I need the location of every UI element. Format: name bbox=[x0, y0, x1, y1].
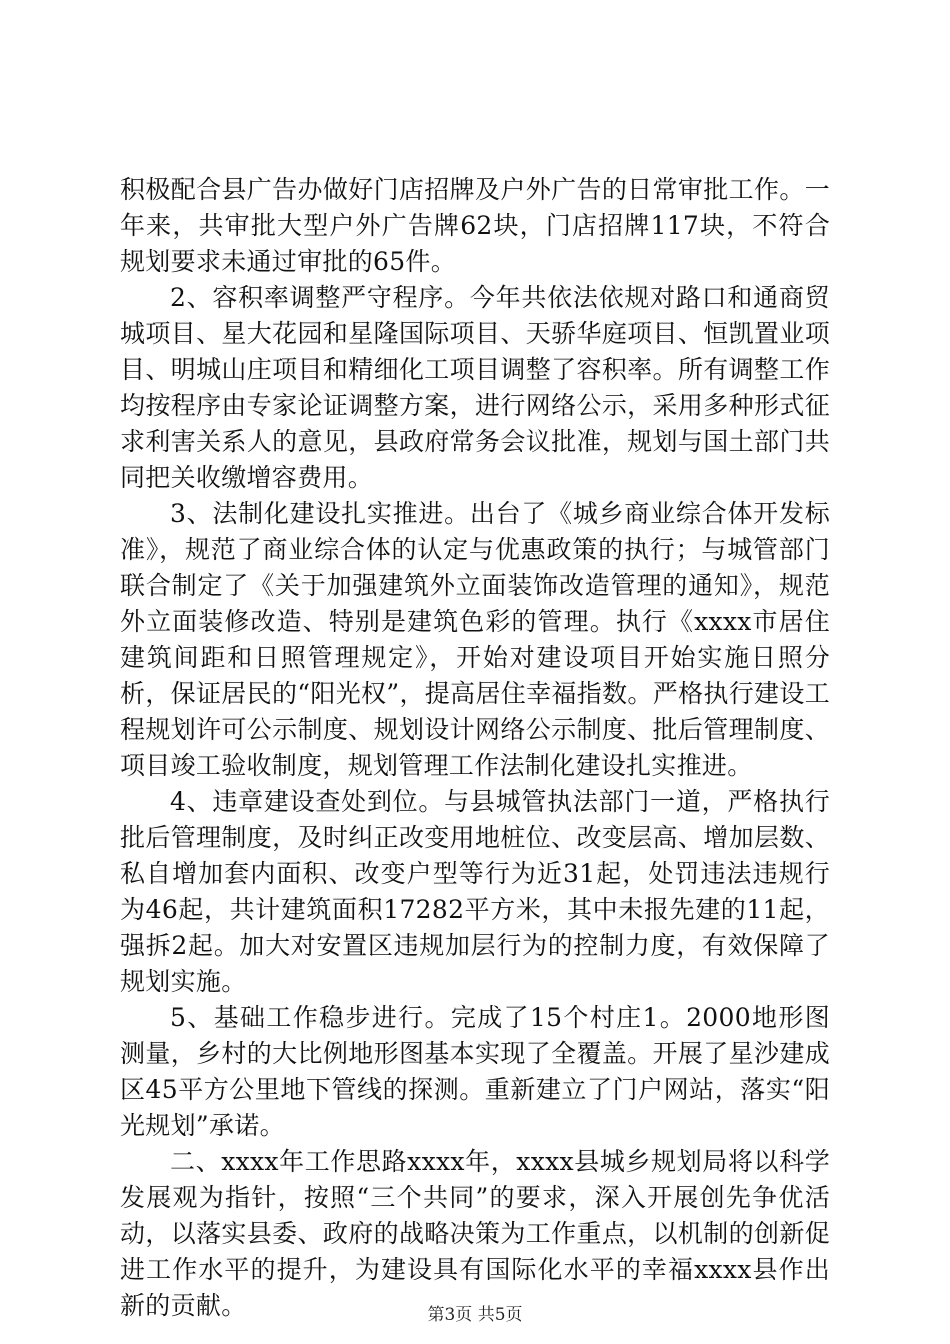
paragraph-advertising-approval: 积极配合县广告办做好门店招牌及户外广告的日常审批工作。一年来，共审批大型户外广告牌62块，门店招牌117块，不符合规划要求未通过审批的65件。 bbox=[120, 175, 830, 276]
document-body bbox=[120, 172, 830, 1324]
paragraph-work-plan: 二、xxxx年工作思路xxxx年，xxxx县城乡规划局将以科学发展观为指针，按照“三个共同”的要求，深入开展创先争优活动，以落实县委、政府的战略决策为工作重点，以机制的创新促进工作水平的提升，为建设具有国际化水平的幸福xxxx县作出新的贡献。 bbox=[120, 1147, 830, 1320]
paragraph-illegal-construction: 4、违章建设查处到位。与县城管执法部门一道，严格执行批后管理制度，及时纠正改变用地桩位、改变层高、增加层数、私自增加套内面积、改变户型等行为近31起，处罚违法违规行为46起，共计建筑面积17282平方米，其中未报先建的11起，强拆2起。加大对安置区违规加层行为的控制力度，有效保障了规划实施。 bbox=[120, 787, 830, 996]
paragraph-legal-construction: 3、法制化建设扎实推进。出台了《城乡商业综合体开发标准》，规范了商业综合体的认定与优惠政策的执行；与城管部门联合制定了《关于加强建筑外立面装饰改造管理的通知》，规范外立面装修改造、特别是建筑色彩的管理。执行《xxxx市居住建筑间距和日照管理规定》，开始对建设项目开始实施日照分析，保证居民的“阳光权”，提高居住幸福指数。严格执行建设工程规划许可公示制度、规划设计网络公示制度、批后管理制度、项目竣工验收制度，规划管理工作法制化建设扎实推进。 bbox=[120, 499, 830, 780]
page-number-footer: 第3页 共5页 bbox=[427, 1305, 523, 1325]
paragraph-plot-ratio: 2、容积率调整严守程序。今年共依法依规对路口和通商贸城项目、星大花园和星隆国际项目、天骄华庭项目、恒凯置业项目、明城山庄项目和精细化工项目调整了容积率。所有调整工作均按程序由专家论证调整方案，进行网络公示，采用多种形式征求利害关系人的意见，县政府常务会议批准，规划与国土部门共同把关收缴增容费用。 bbox=[120, 283, 830, 492]
paragraph-basic-work: 5、基础工作稳步进行。完成了15个村庄1。2000地形图测量，乡村的大比例地形图基本实现了全覆盖。开展了星沙建成区45平方公里地下管线的探测。重新建立了门户网站，落实“阳光规划”承诺。 bbox=[120, 1003, 830, 1140]
